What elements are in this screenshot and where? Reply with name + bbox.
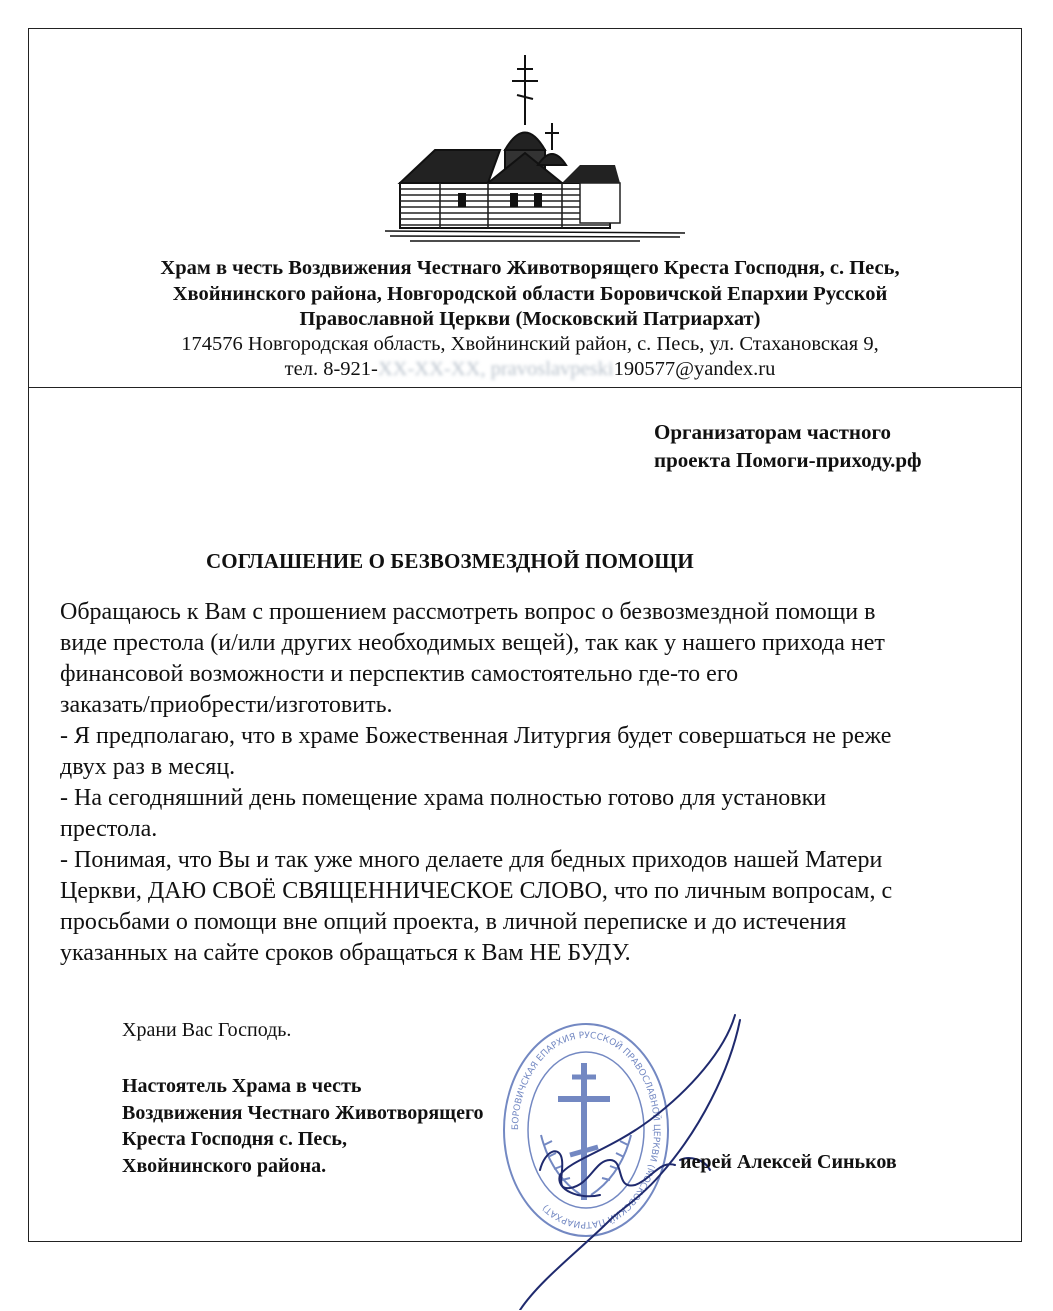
body-line: заказать/приобрести/изготовить. [60,692,393,718]
seal-text: БОРОВИЧСКАЯ ЕПАРХИЯ РУССКОЙ ПРАВОСЛАВНОЙ ЦЕРКВИ (МОСКОВСКИЙ ПАТРИАРХАТ) [510,1030,662,1230]
header-divider [28,387,1022,388]
body-line: Церкви, ДАЮ СВОЁ СВЯЩЕННИЧЕСКОЕ СЛОВО, что по личным вопросам, с [60,878,893,904]
body-line: - На сегодняшний день помещение храма полностью готово для установки [60,785,827,811]
signatory-name: иерей Алексей Синьков [680,1151,897,1173]
body-line: - Понимая, что Вы и так уже много делаете для бедных приходов нашей Матери [60,847,883,873]
contact-suffix: 190577@yandex.ru [613,358,776,380]
contact-redacted: XX-XX-XX, pravoslavpeski [377,358,614,380]
signatory-line-2: Воздвижения Честнаго Животворящего [122,1101,484,1124]
org-contact [60,356,1000,382]
body-line: Обращаюсь к Вам с прошением рассмотреть вопрос о безвозмездной помощи в [60,599,876,625]
church-logo-icon [380,55,690,245]
signatory-line-4: Хвойнинского района. [122,1154,327,1177]
signatory-line-3: Креста Господня с. Песь, [122,1128,347,1150]
addressee-block [654,418,1014,474]
body-line: - Я предполагаю, что в храме Божественная Литургия будет совершаться не реже [60,723,892,749]
org-address: 174576 Новгородская область, Хвойнинский район, с. Песь, ул. Стахановская 9, [181,333,879,355]
body-line: двух раз в месяц. [60,754,236,780]
letter-body [60,597,1010,969]
addressee-line-2: проекта Помоги-приходу.рф [654,448,922,472]
body-line: просьбами о помощи вне опций проекта, в личной переписке и до истечения [60,909,847,935]
body-line: виде престола (и/или других необходимых вещей), так как у нашего прихода нет [60,630,885,656]
org-name-line-3: Православной Церкви (Московский Патриархат) [299,308,761,330]
signatory-title [122,1073,484,1179]
document-title: СОГЛАШЕНИЕ О БЕЗВОЗМЕЗДНОЙ ПОМОЩИ [206,549,694,573]
org-name-line-2: Хвойнинского района, Новгородской области Боровичской Епархии Русской [172,283,888,305]
body-line: финансовой возможности и перспектив самостоятельно где-то его [60,661,739,687]
signatory-line-1: Настоятель Храма в честь [122,1075,362,1097]
org-name-line-1: Храм в честь Воздвижения Честнаго Животворящего Креста Господня, с. Песь, [160,257,900,279]
body-line: указанных на сайте сроков обращаться к Вам НЕ БУДУ. [60,940,631,966]
addressee-line-1: Организаторам частного [654,420,892,444]
contact-prefix: тел. 8-921- [284,358,378,380]
body-line: престола. [60,816,158,842]
closing-greeting: Храни Вас Господь. [122,1019,292,1041]
